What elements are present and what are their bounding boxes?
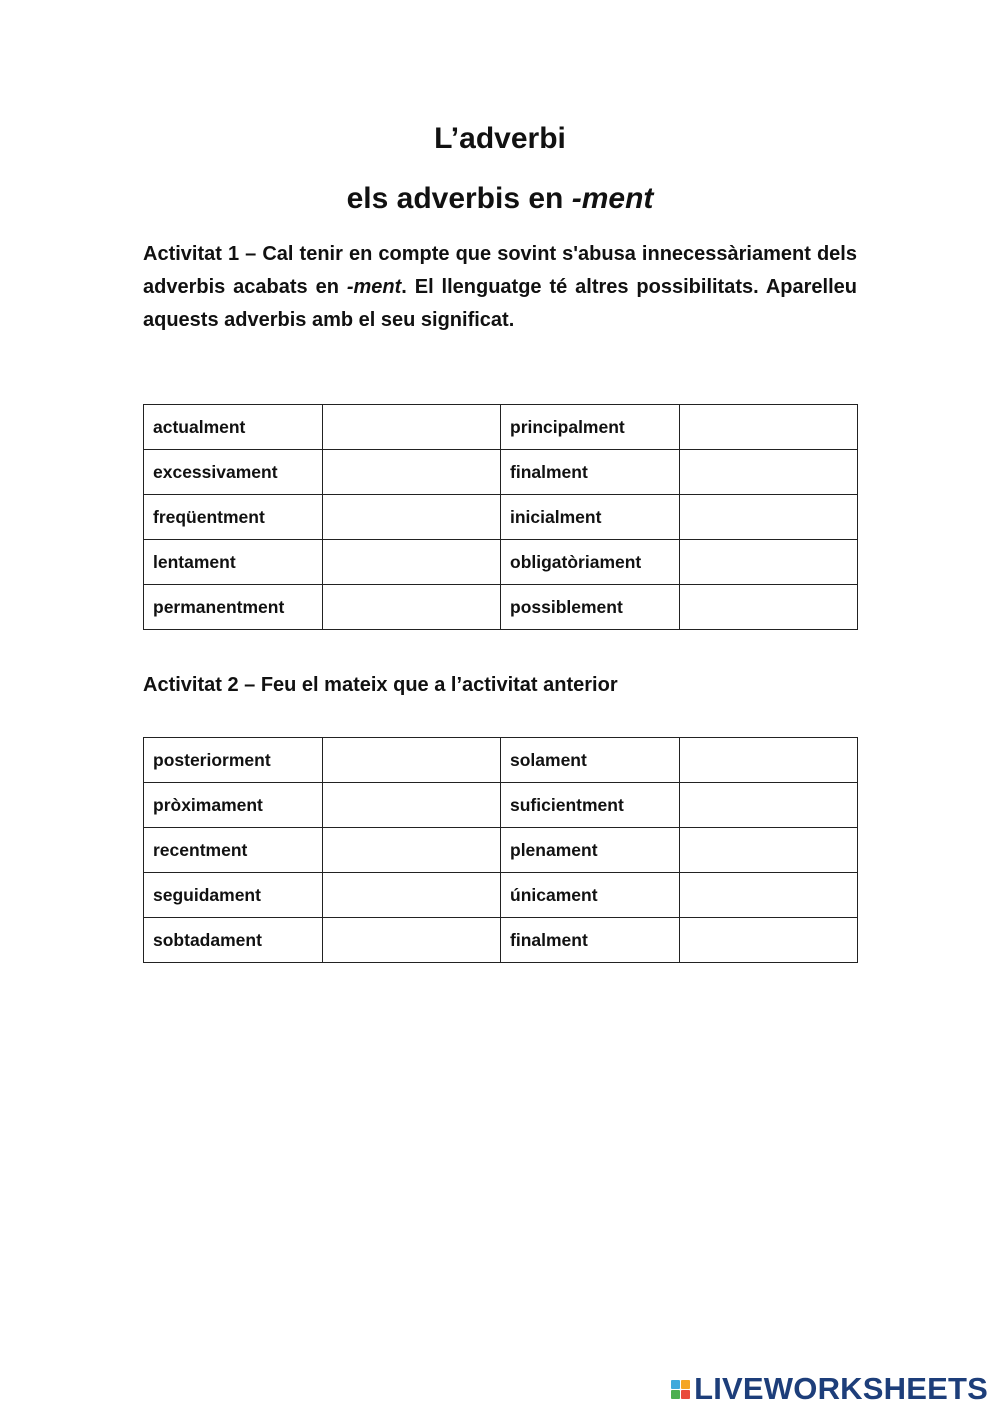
answer-input[interactable]: [323, 405, 501, 449]
adverb-cell: obligatòriament: [501, 540, 680, 585]
answer-cell: [322, 405, 501, 450]
activity1-table: [143, 404, 858, 630]
answer-input[interactable]: [680, 585, 858, 629]
activity1-text: Activitat 1 – Cal tenir en compte que sovint s'abusa innecessàriament dels adverbis acabats en: [143, 243, 857, 298]
answer-input[interactable]: [680, 738, 858, 782]
adverb-cell: lentament: [144, 540, 323, 585]
adverb-cell: sobtadament: [144, 918, 323, 963]
answer-input[interactable]: [323, 540, 501, 584]
adverb-cell: permanentment: [144, 585, 323, 630]
adverb-cell: possiblement: [501, 585, 680, 630]
adverb-cell: recentment: [144, 828, 323, 873]
answer-cell: [322, 828, 501, 873]
answer-cell: [679, 585, 858, 630]
table-row: [144, 405, 858, 450]
answer-cell: [322, 783, 501, 828]
answer-cell: [322, 450, 501, 495]
adverb-cell: pròximament: [144, 783, 323, 828]
activity2-instructions: Activitat 2 – Feu el mateix que a l’activitat anterior: [143, 674, 618, 696]
answer-cell: [322, 540, 501, 585]
answer-input[interactable]: [680, 783, 858, 827]
answer-input[interactable]: [323, 873, 501, 917]
answer-cell: [322, 495, 501, 540]
adverb-cell: posteriorment: [144, 738, 323, 783]
answer-cell: [679, 828, 858, 873]
answer-input[interactable]: [323, 828, 501, 872]
table-row: [144, 783, 858, 828]
answer-cell: [679, 405, 858, 450]
adverb-cell: finalment: [501, 450, 680, 495]
adverb-cell: freqüentment: [144, 495, 323, 540]
table-row: [144, 918, 858, 963]
answer-input[interactable]: [680, 540, 858, 584]
adverb-cell: principalment: [501, 405, 680, 450]
answer-input[interactable]: [680, 495, 858, 539]
page-subtitle: [0, 182, 1000, 216]
adverb-cell: inicialment: [501, 495, 680, 540]
answer-cell: [679, 873, 858, 918]
table-row: [144, 495, 858, 540]
adverb-cell: seguidament: [144, 873, 323, 918]
activity1-text-rest: . El llenguatge té altres possibilitats. Aparelleu aquests adverbis amb el seu significat.: [143, 276, 857, 331]
logo-text: LIVEWORKSHEETS: [694, 1371, 988, 1406]
answer-cell: [679, 738, 858, 783]
answer-cell: [322, 873, 501, 918]
answer-input[interactable]: [323, 450, 501, 494]
table-row: [144, 828, 858, 873]
answer-input[interactable]: [680, 918, 858, 962]
activity1-instructions: [143, 238, 857, 337]
answer-input[interactable]: [680, 828, 858, 872]
adverb-cell: plenament: [501, 828, 680, 873]
answer-input[interactable]: [323, 783, 501, 827]
answer-input[interactable]: [680, 873, 858, 917]
table-row: [144, 738, 858, 783]
table-row: [144, 873, 858, 918]
table-row: [144, 540, 858, 585]
adverb-cell: suficientment: [501, 783, 680, 828]
answer-cell: [679, 540, 858, 585]
adverb-cell: solament: [501, 738, 680, 783]
adverb-cell: actualment: [144, 405, 323, 450]
subtitle-text: els adverbis en: [346, 182, 572, 215]
answer-input[interactable]: [323, 918, 501, 962]
answer-input[interactable]: [680, 450, 858, 494]
answer-input[interactable]: [323, 495, 501, 539]
answer-cell: [679, 495, 858, 540]
page-title: L’adverbi: [434, 122, 566, 155]
answer-input[interactable]: [323, 585, 501, 629]
subtitle-suffix: -ment: [571, 182, 654, 215]
activity1-suffix: -ment: [346, 276, 402, 298]
answer-cell: [679, 450, 858, 495]
table-row: [144, 450, 858, 495]
answer-input[interactable]: [680, 405, 858, 449]
liveworksheets-logo[interactable]: [671, 1371, 988, 1406]
logo-mark-icon: [671, 1380, 690, 1399]
answer-input[interactable]: [323, 738, 501, 782]
adverb-cell: únicament: [501, 873, 680, 918]
answer-cell: [679, 918, 858, 963]
adverb-cell: finalment: [501, 918, 680, 963]
answer-cell: [322, 738, 501, 783]
answer-cell: [679, 783, 858, 828]
adverb-cell: excessivament: [144, 450, 323, 495]
answer-cell: [322, 585, 501, 630]
activity2-table: [143, 737, 858, 963]
answer-cell: [322, 918, 501, 963]
table-row: [144, 585, 858, 630]
